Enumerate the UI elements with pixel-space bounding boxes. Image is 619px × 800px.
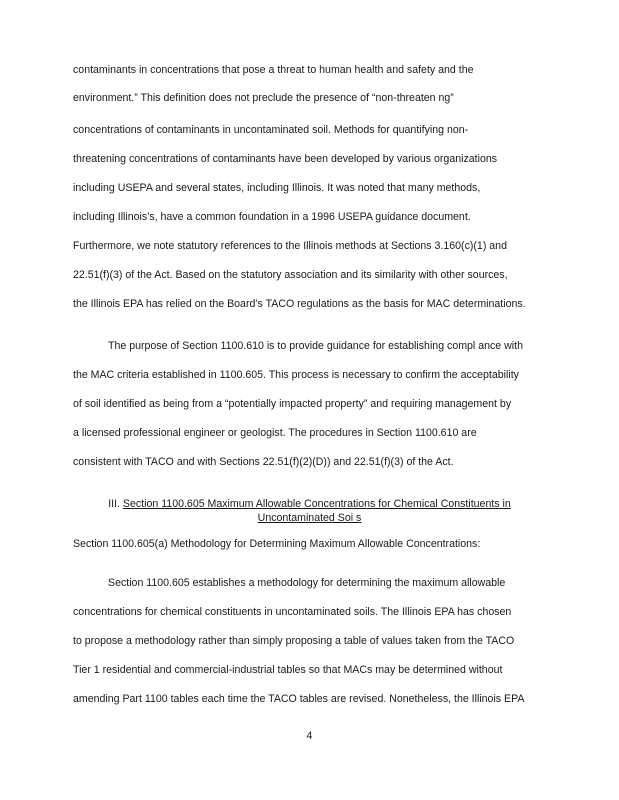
paragraph-2-line-5: consistent with TACO and with Sections 22.51(f)(2)(D)) and 22.51(f)(3) of the Act.: [73, 456, 454, 468]
paragraph-3-line-1: Section 1100.605 establishes a methodology for determining the maximum allowable: [108, 577, 506, 589]
paragraph-1-line-3: concentrations of contaminants in uncontaminated soil. Methods for quantifying non-: [73, 124, 469, 136]
section-heading-prefix: III.: [108, 498, 123, 510]
paragraph-3-line-5: amending Part 1100 tables each time the TACO tables are revised. Nonetheless, the Illinois EPA: [73, 693, 525, 705]
paragraph-1-line-5: including USEPA and several states, including Illinois. It was noted that many methods,: [73, 182, 481, 194]
paragraph-1-line-2: environment.” This definition does not preclude the presence of “non-threaten ng”: [73, 92, 454, 104]
paragraph-2-line-3: of soil identified as being from a “potentially impacted property” and requiring management by: [73, 398, 512, 410]
subsection-heading: Section 1100.605(a) Methodology for Determining Maximum Allowable Concentrations:: [73, 538, 481, 550]
paragraph-1-line-6: including Illinois’s, have a common foundation in a 1996 USEPA guidance document.: [73, 211, 471, 223]
paragraph-1-line-4: threatening concentrations of contaminants have been developed by various organizations: [73, 153, 498, 165]
section-heading-title: Section 1100.605 Maximum Allowable Concentrations for Chemical Constituents in: [122, 498, 511, 510]
paragraph-1-line-9: the Illinois EPA has relied on the Board’s TACO regulations as the basis for MAC determinations.: [73, 298, 526, 310]
paragraph-1-line-1: contaminants in concentrations that pose a threat to human health and safety and the: [73, 64, 474, 76]
paragraph-3-line-4: Tier 1 residential and commercial-industrial tables so that MACs may be determined without: [73, 664, 503, 676]
paragraph-2-line-1: The purpose of Section 1100.610 is to provide guidance for establishing compl ance with: [108, 340, 523, 352]
paragraph-2-line-4: a licensed professional engineer or geologist. The procedures in Section 1100.610 are: [73, 427, 477, 439]
paragraph-1-line-7: Furthermore, we note statutory references to the Illinois methods at Sections 3.160(c)(1) and: [73, 240, 507, 252]
paragraph-3-line-2: concentrations for chemical constituents in uncontaminated soils. The Illinois EPA has chosen: [73, 606, 512, 618]
section-heading-line-2: [0, 511, 619, 525]
paragraph-2-line-2: the MAC criteria established in 1100.605. This process is necessary to confirm the acceptability: [73, 369, 519, 381]
section-heading: [0, 497, 619, 511]
page-number: 4: [306, 730, 313, 742]
paragraph-3-line-3: to propose a methodology rather than simply proposing a table of values taken from the TACO: [73, 635, 515, 647]
section-heading-title-continued: Uncontaminated Soi s: [257, 512, 362, 524]
paragraph-1-line-8: 22.51(f)(3) of the Act. Based on the statutory association and its similarity with other sources,: [73, 269, 508, 281]
